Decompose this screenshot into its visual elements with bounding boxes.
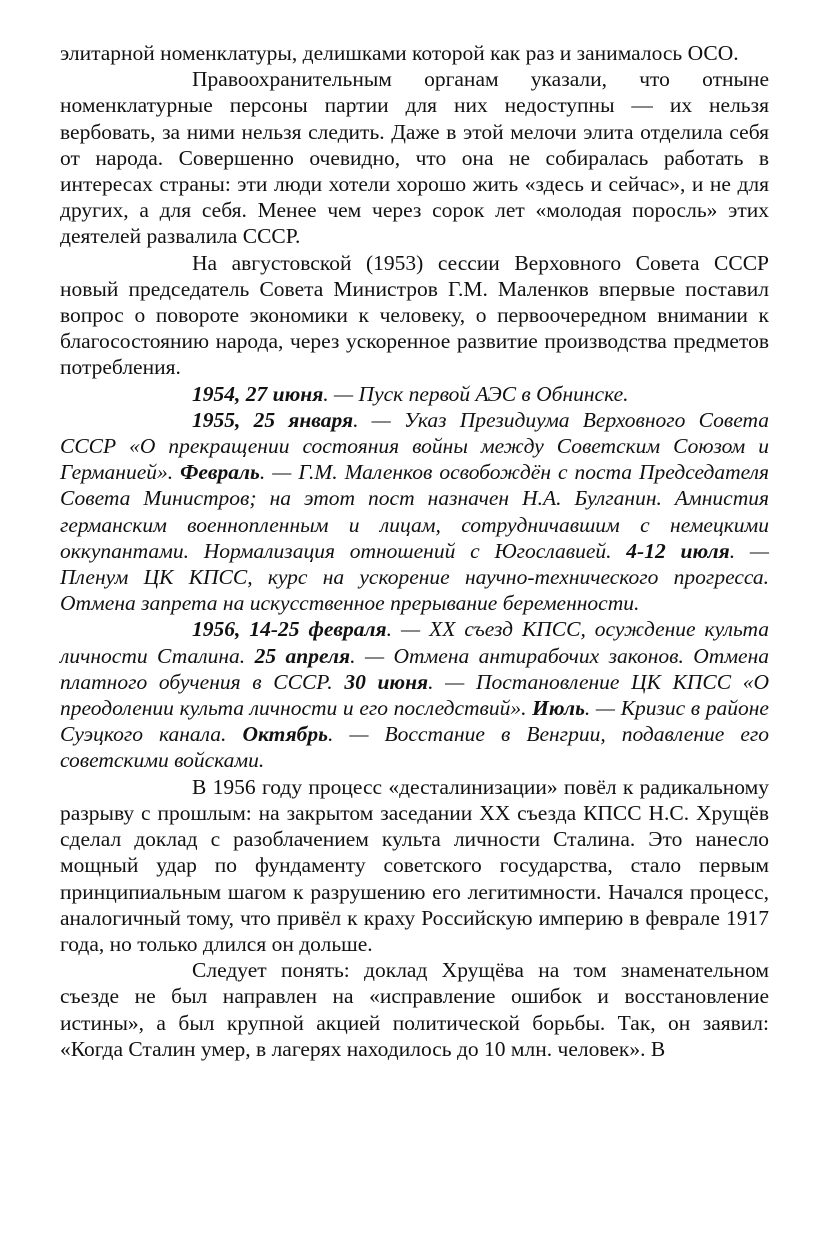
chronology-text: . — Восстание в Венгрии, подавление его советскими войсками. <box>60 722 769 773</box>
chronology-date: 25 апреля <box>254 643 351 668</box>
chronology-date: 1954, 27 июня <box>192 381 324 406</box>
paragraph-law-enforcement: Правоохранительным органам указали, что отныне номенклатурные персоны партии для них недоступны — их нельзя вербовать, за ними нельзя следить. Даже в этой мелочи элита отделила себя от народа. Совершенно очевидно, что она не собиралась работать в интересах страны: эти люди хотели хорошо жить «здесь и сейчас», и не для других, а для себя. Менее чем через сорок лет «молодая поросль» этих деятелей развалила СССР. <box>60 67 769 249</box>
chronology-1955 <box>60 407 769 617</box>
chronology-1956 <box>60 616 769 773</box>
chronology-text: . — Пуск первой АЭС в Обнинске. <box>323 381 629 406</box>
chronology-text: . — Кризис в районе Суэцкого канала. <box>60 696 769 747</box>
chronology-date: Июль <box>532 696 585 721</box>
paragraph-august-session: На августовской (1953) сессии Верховного Совета СССР новый председатель Совета Министров Г.М. Маленков впервые поставил вопрос о повороте экономики к человеку, о первоочередном внимании к благосостоянию народа, через ускоренное развитие производства предметов потребления. <box>60 250 769 380</box>
chronology-text: . — XX съезд КПСС, осуждение культа личности Сталина. <box>60 617 769 668</box>
chronology-date: Февраль <box>180 460 260 485</box>
chronology-date: 1956, 14-25 февраля <box>192 617 387 642</box>
chronology-text: . — Отмена антирабочих законов. Отмена платного обучения в СССР. <box>60 643 769 694</box>
chronology-date: 4-12 июля <box>626 538 730 563</box>
chronology-date: Октябрь <box>242 722 328 747</box>
chronology-date: 30 июня <box>344 669 429 694</box>
chronology-1954 <box>60 381 769 407</box>
chronology-date: 1955, 25 января <box>192 407 354 432</box>
paragraph-continued: элитарной номенклатуры, делишками которой как раз и занималось ОСО. <box>60 41 739 65</box>
paragraph-khrushchev-report: Следует понять: доклад Хрущёва на том знаменательном съезде не был направлен на «исправление ошибок и восстановление истины», а был крупной акцией политической борьбы. Так, он заявил: «Когда Сталин умер, в лагерях находилось до 10 млн. человек». В <box>60 958 769 1061</box>
chronology-text: . — Г.М. Маленков освобождён с поста Председателя Совета Министров; на этот пост назначен Н.А. Булганин. Амнистия германским военнопленным и лицам, сотрудничавшим с немецкими оккупантами. Нормализация отношений с Югославией. <box>60 460 769 563</box>
chronology-text: . — Пленум ЦК КПСС, курс на ускорение научно-технического прогресса. Отмена запрета на искусственное прерывание беременности. <box>60 538 770 616</box>
chronology-text: . — Указ Президиума Верховного Совета СССР «О прекращении состояния войны между Советским Союзом и Германией». <box>60 407 769 485</box>
paragraph-destalinization: В 1956 году процесс «десталинизации» повёл к радикальному разрыву с прошлым: на закрытом заседании XX съезда КПСС Н.С. Хрущёв сделал доклад с разоблачением культа личности Сталина. Это нанесло мощный удар по фундаменту советского государства, стало первым принципиальным шагом к разрушению его легитимности. Начался процесс, аналогичный тому, что привёл к краху Российскую империю в феврале 1917 года, но только длился он дольше. <box>60 774 769 956</box>
chronology-text: . — Постановление ЦК КПСС «О преодолении культа личности и его последствий». <box>60 669 769 721</box>
